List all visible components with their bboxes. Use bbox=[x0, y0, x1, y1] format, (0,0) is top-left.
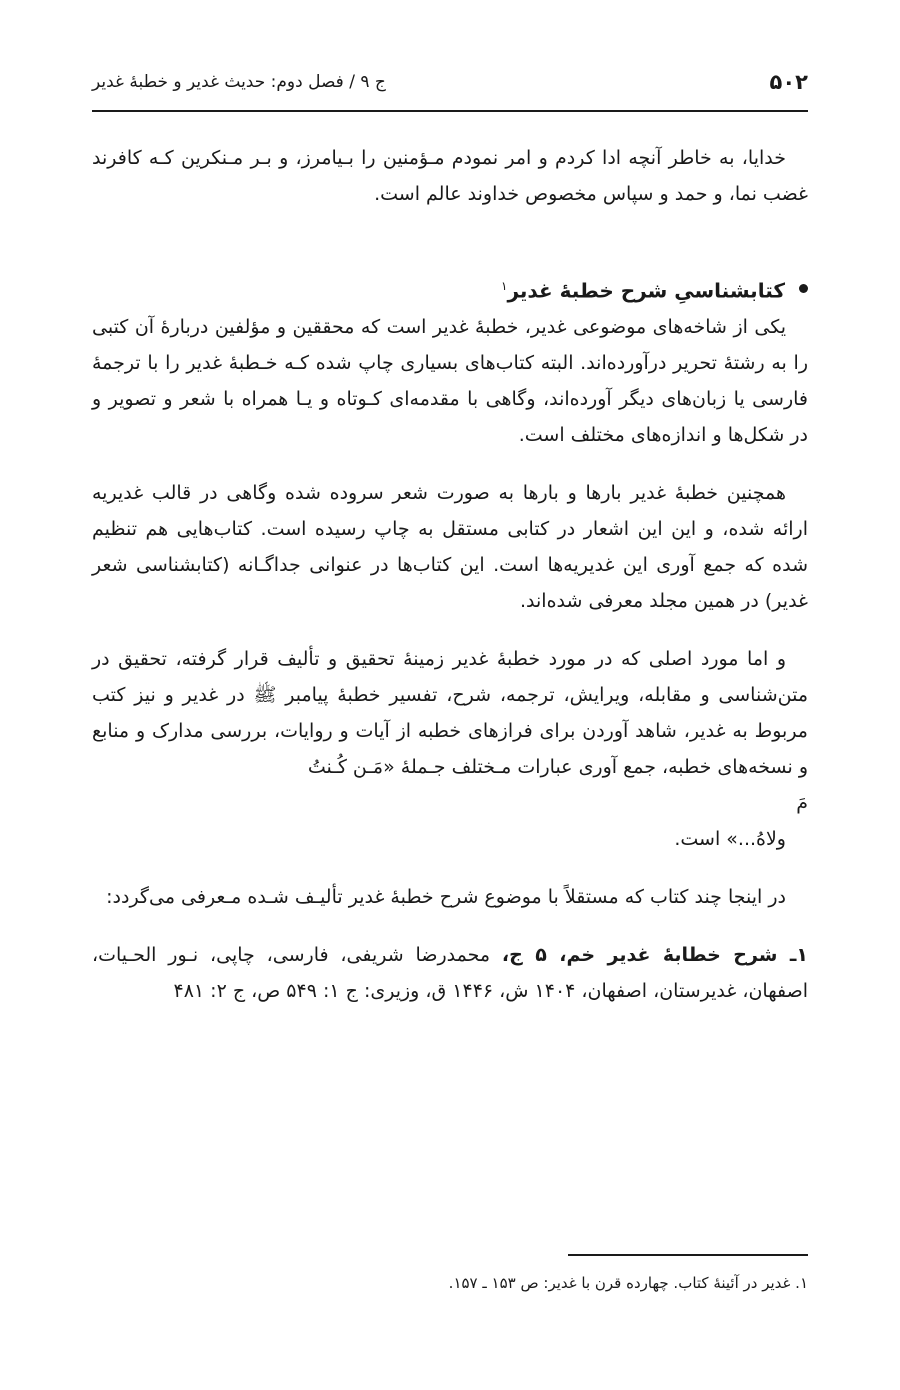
paragraph-3-tail-line-2: ولاهُ...» است. bbox=[674, 827, 786, 850]
intro-paragraph: خدایا، به خاطر آنچه ادا کردم و امر نمودم مـؤمنین را بـیامرز، و بـر مـنکرین کـه کافرند غضب نما، و حمد و سپاس مخصوص خداوند عالم است. bbox=[92, 147, 808, 205]
book-page bbox=[92, 0, 808, 1390]
section-heading bbox=[92, 268, 808, 309]
footnote-divider bbox=[568, 1254, 808, 1256]
running-title: ج ۹ / فصل دوم: حدیث غدیر و خطبهٔ غدیر bbox=[92, 72, 386, 92]
footnote-reference: ۱ bbox=[501, 279, 508, 293]
section-heading-label: کتابشناسیِ شرح خطبهٔ غدیر bbox=[507, 278, 785, 303]
paragraph-3: و اما مورد اصلی که در مورد خطبهٔ غدیر زمینهٔ تحقیق و تألیف قرار گرفته، تحقیق در متن‌شناسی و مقابله، ویرایش، ترجمه، شرح، تفسیر خطبهٔ پیامبر ﷺ در غدیر و نیز کتب مربوط به غدیر، شاهد آوردن برای فرازهای خطبه از آیات و روایات، بررسی مدارک و منابع و نسخه‌های خطبه، جمع آوری عبارات مـختلف جـملهٔ «مَـن کُـنتُ bbox=[92, 647, 808, 778]
bullet-icon bbox=[799, 284, 808, 293]
paragraph-1: یکی از شاخه‌های موضوعی غدیر، خطبهٔ غدیر است که محققین و مؤلفین دربارهٔ آن کتبی را به رشتهٔ تحریر درآورده‌اند. البته کتاب‌های بسیاری چاپ شده کـه خـطبهٔ غدیر را با ترجمهٔ فارسی یا زبان‌های دیگر آورده‌اند، وگاهی با مقدمه‌ای کـوتاه و یـا همراه با شعر و تصویر و در شکل‌ها و اندازه‌های مختلف است. bbox=[92, 315, 808, 446]
paragraph-4: در اینجا چند کتاب که مستقلاً با موضوع شرح خطبهٔ غدیر تألیـف شـده مـعرفی می‌گردد: bbox=[106, 885, 786, 908]
paragraph-3-tail-text-1: مَ bbox=[796, 791, 808, 814]
footnote: ۱. غدیر در آئینهٔ کتاب. چهارده قرن با غدیر: ص ۱۵۳ ـ ۱۵۷. bbox=[448, 1274, 808, 1292]
book-entry-1-title: ۱ـ شرح خطابهٔ غدیر خم، ۵ ج، bbox=[501, 943, 809, 966]
page-header bbox=[92, 66, 808, 112]
book-entry-1-details: محمدرضا شریفی، فارسی، چاپی، نـور الحـیات، اصفهان، غدیرستان، اصفهان، ۱۴۰۴ ش، ۱۴۴۶ ق، وزیری: ج ۱: ۵۴۹ ص، ج ۲: ۴۸۱ bbox=[92, 943, 808, 1002]
paragraph-2: همچنین خطبهٔ غدیر بارها و بارها به صورت شعر سروده شده وگاهی در قالب غدیریه ارائه شده، و این این اشعار در کتابی مستقل به چاپ رسیده است. کتاب‌هایی هم تنظیم شده که جمع آوری این غدیریه‌ها است. این کتاب‌ها در عنوانی جداگـانه (کتابشناسی شعر غدیر) در همین مجلد معرفی شده‌اند. bbox=[92, 481, 808, 612]
page-body bbox=[92, 140, 808, 1009]
book-entry-1 bbox=[92, 937, 808, 1009]
page-number: ۵۰۲ bbox=[769, 70, 808, 94]
paragraph-3-tail-line-1 bbox=[92, 785, 808, 821]
section-heading-text bbox=[501, 268, 785, 309]
